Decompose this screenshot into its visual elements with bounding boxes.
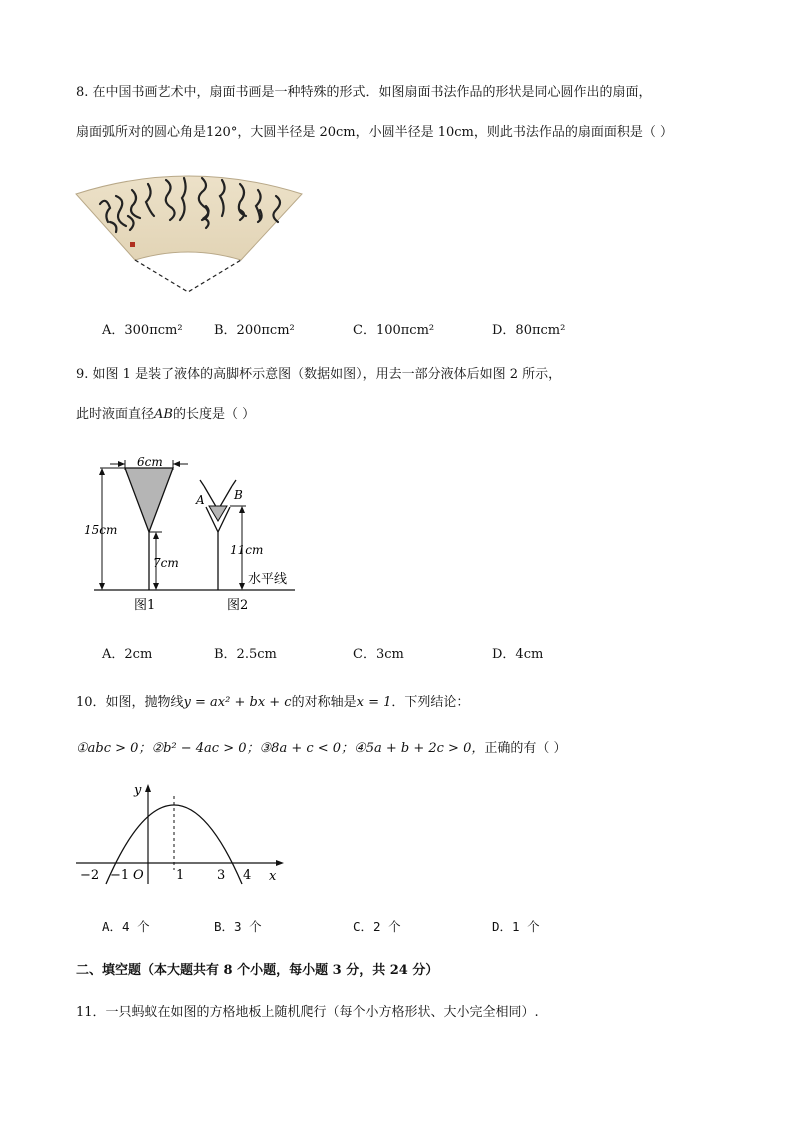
q9-line2-var: AB xyxy=(154,407,173,422)
fan-calligraphy-image xyxy=(70,166,310,300)
label-11cm: 11cm xyxy=(230,543,264,557)
q10-option-a[interactable]: A．4 个 xyxy=(102,919,150,934)
parabola-graph xyxy=(72,780,287,890)
label-a: A xyxy=(196,493,205,507)
q8-text-line2: 扇面弧所对的圆心角是120°，大圆半径是 20cm，小圆半径是 10cm，则此书法作品的扇面面积是（ ） xyxy=(76,125,674,140)
label-b: B xyxy=(234,488,243,502)
q10-text-line1 xyxy=(76,694,469,712)
q9-option-a[interactable]: A．2cm xyxy=(102,647,153,662)
q10-text-line2 xyxy=(76,740,567,758)
q10-option-b[interactable]: B．3 个 xyxy=(214,919,262,934)
q9-text-line1: 9. 如图 1 是装了液体的高脚杯示意图（数据如图），用去一部分液体后如图 2 所示， xyxy=(76,367,562,382)
q8-text-line1: 8. 在中国书画艺术中，扇面书画是一种特殊的形式．如图扇面书法作品的形状是同心圆作出的扇面， xyxy=(76,85,652,100)
section-2-heading: 二、填空题（本大题共有 8 个小题，每小题 3 分，共 24 分） xyxy=(76,963,439,978)
q8-option-b[interactable]: B．200πcm² xyxy=(214,323,295,338)
tick-1: 1 xyxy=(176,868,185,883)
q10-conclusion-2: ②b² − 4ac > 0； xyxy=(151,741,260,756)
q8-option-d[interactable]: D．80πcm² xyxy=(492,323,566,338)
q10-option-d[interactable]: D．1 个 xyxy=(492,919,540,934)
q9-option-b[interactable]: B．2.5cm xyxy=(214,647,277,662)
label-7cm: 7cm xyxy=(153,556,179,570)
label-origin: O xyxy=(133,868,144,883)
q8-option-a[interactable]: A．300πcm² xyxy=(102,323,183,338)
tick-neg2: −2 xyxy=(80,868,100,883)
label-6cm: 6cm xyxy=(137,455,163,469)
q9-option-c[interactable]: C．3cm xyxy=(353,647,404,662)
label-x: x xyxy=(269,869,277,884)
q8-option-c[interactable]: C．100πcm² xyxy=(353,323,435,338)
label-fig1: 图1 xyxy=(134,598,156,613)
q10-conclusion-1: ①abc > 0； xyxy=(76,741,152,756)
q10-conclusion-4: ④5a + b + 2c > 0， xyxy=(354,741,485,756)
q9-line2-post: 的长度是（ ） xyxy=(172,407,256,422)
q10-conclusion-3: ③8a + c < 0； xyxy=(259,741,355,756)
label-horizontal: 水平线 xyxy=(248,572,288,587)
tick-4: 4 xyxy=(243,868,252,883)
label-fig2: 图2 xyxy=(227,598,249,613)
q10-line1-mid: 的对称轴是 xyxy=(291,695,357,710)
tick-3: 3 xyxy=(217,868,226,883)
q10-axis-equation: x = 1 xyxy=(356,695,392,710)
label-15cm: 15cm xyxy=(84,523,118,537)
q9-option-d[interactable]: D．4cm xyxy=(492,647,544,662)
q10-line2-post: 正确的有（ ） xyxy=(484,741,567,756)
label-y: y xyxy=(134,783,142,798)
q9-line2-pre: 此时液面直径 xyxy=(76,407,155,422)
q10-line1-pre: 10．如图，抛物线 xyxy=(76,695,184,710)
q10-option-c[interactable]: C．2 个 xyxy=(353,919,401,934)
q10-line1-post: ．下列结论： xyxy=(391,695,470,710)
tick-neg1: −1 xyxy=(110,868,130,883)
q9-text-line2 xyxy=(76,406,255,424)
q11-text-line1: 11．一只蚂蚁在如图的方格地板上随机爬行（每个小方格形状、大小完全相同）. xyxy=(76,1005,539,1020)
goblet-figure xyxy=(80,450,305,620)
q10-parabola-equation: y = ax² + bx + c xyxy=(183,695,292,710)
